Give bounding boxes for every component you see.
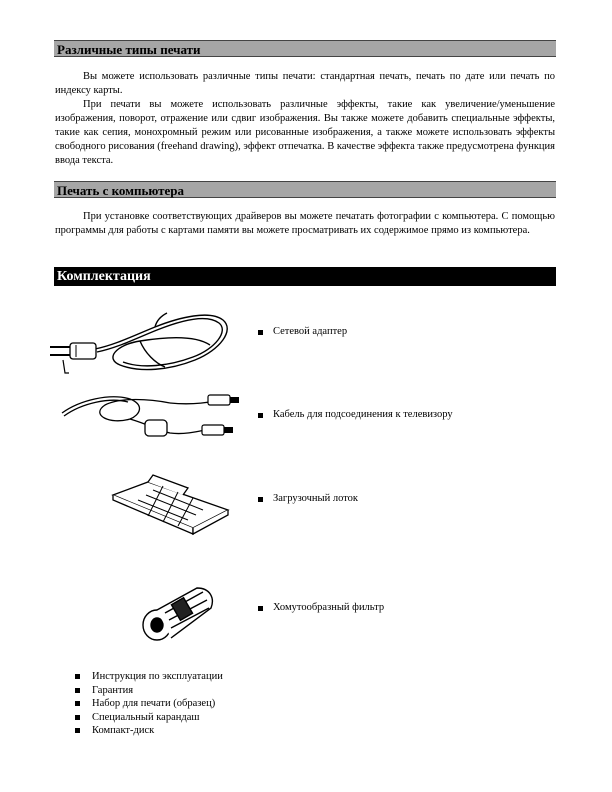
package-item-label: Сетевой адаптер (273, 326, 348, 337)
bullet-icon (75, 715, 80, 720)
package-item (258, 492, 358, 506)
bullet-icon (258, 497, 263, 502)
tv-cable-image (50, 385, 245, 450)
list-item-label: Гарантия (92, 684, 134, 696)
package-item-label: Кабель для подсоединения к телевизору (273, 409, 453, 420)
list-item-label: Специальный карандаш (92, 711, 200, 723)
list-item (75, 724, 223, 738)
paragraph-print-types-2: При печати вы можете использовать различные эффекты, такие как увеличение/уменьшение изображения, поворот, отражение или сдвиг изображения. Вы также можете добавить специальные эффекты, такие как сепия, монохромный режим или рисованные изображения, а также можете использовать эффекты свободного рисования (freehand drawing), эффект отпечатка. В качестве эффекта также предусмотрена функция ввода текста. (55, 99, 555, 166)
bullet-icon (258, 606, 263, 611)
package-item-label: Хомутообразный фильтр (273, 602, 385, 613)
list-item (75, 684, 223, 698)
list-item-label: Компакт-диск (92, 725, 155, 736)
paragraph-print-types-1: Вы можете использовать различные типы печати: стандартная печать, печать по дате или печать по индексу карты. (55, 71, 555, 96)
list-item (75, 670, 223, 684)
bullet-icon (75, 728, 80, 733)
section-title-print-types: Различные типы печати (54, 40, 556, 57)
bullet-icon (75, 688, 80, 693)
section-title-package: Комплектация (54, 267, 556, 286)
loading-tray-image (108, 470, 238, 555)
list-item-label: Набор для печати (образец) (92, 698, 216, 709)
package-contents-list (75, 670, 223, 738)
list-item-label: Инструкция по эксплуатации (92, 671, 223, 682)
package-item (258, 408, 453, 422)
ferrite-filter-image (135, 580, 220, 645)
bullet-icon (258, 413, 263, 418)
list-item (75, 711, 223, 725)
bullet-icon (75, 701, 80, 706)
paragraph-pc-print: При установке соответствующих драйверов вы можете печатать фотографии с компьютера. С помощью программы для работы с картами памяти вы можете просматривать их содержимое прямо из компьютера. (55, 211, 555, 236)
package-item-label: Загрузочный лоток (273, 493, 359, 504)
package-item (258, 325, 347, 339)
power-adapter-image (45, 305, 235, 380)
list-item (75, 697, 223, 711)
section-title-pc-print: Печать с компьютера (54, 181, 556, 198)
package-item (258, 601, 384, 615)
bullet-icon (75, 674, 80, 679)
bullet-icon (258, 330, 263, 335)
